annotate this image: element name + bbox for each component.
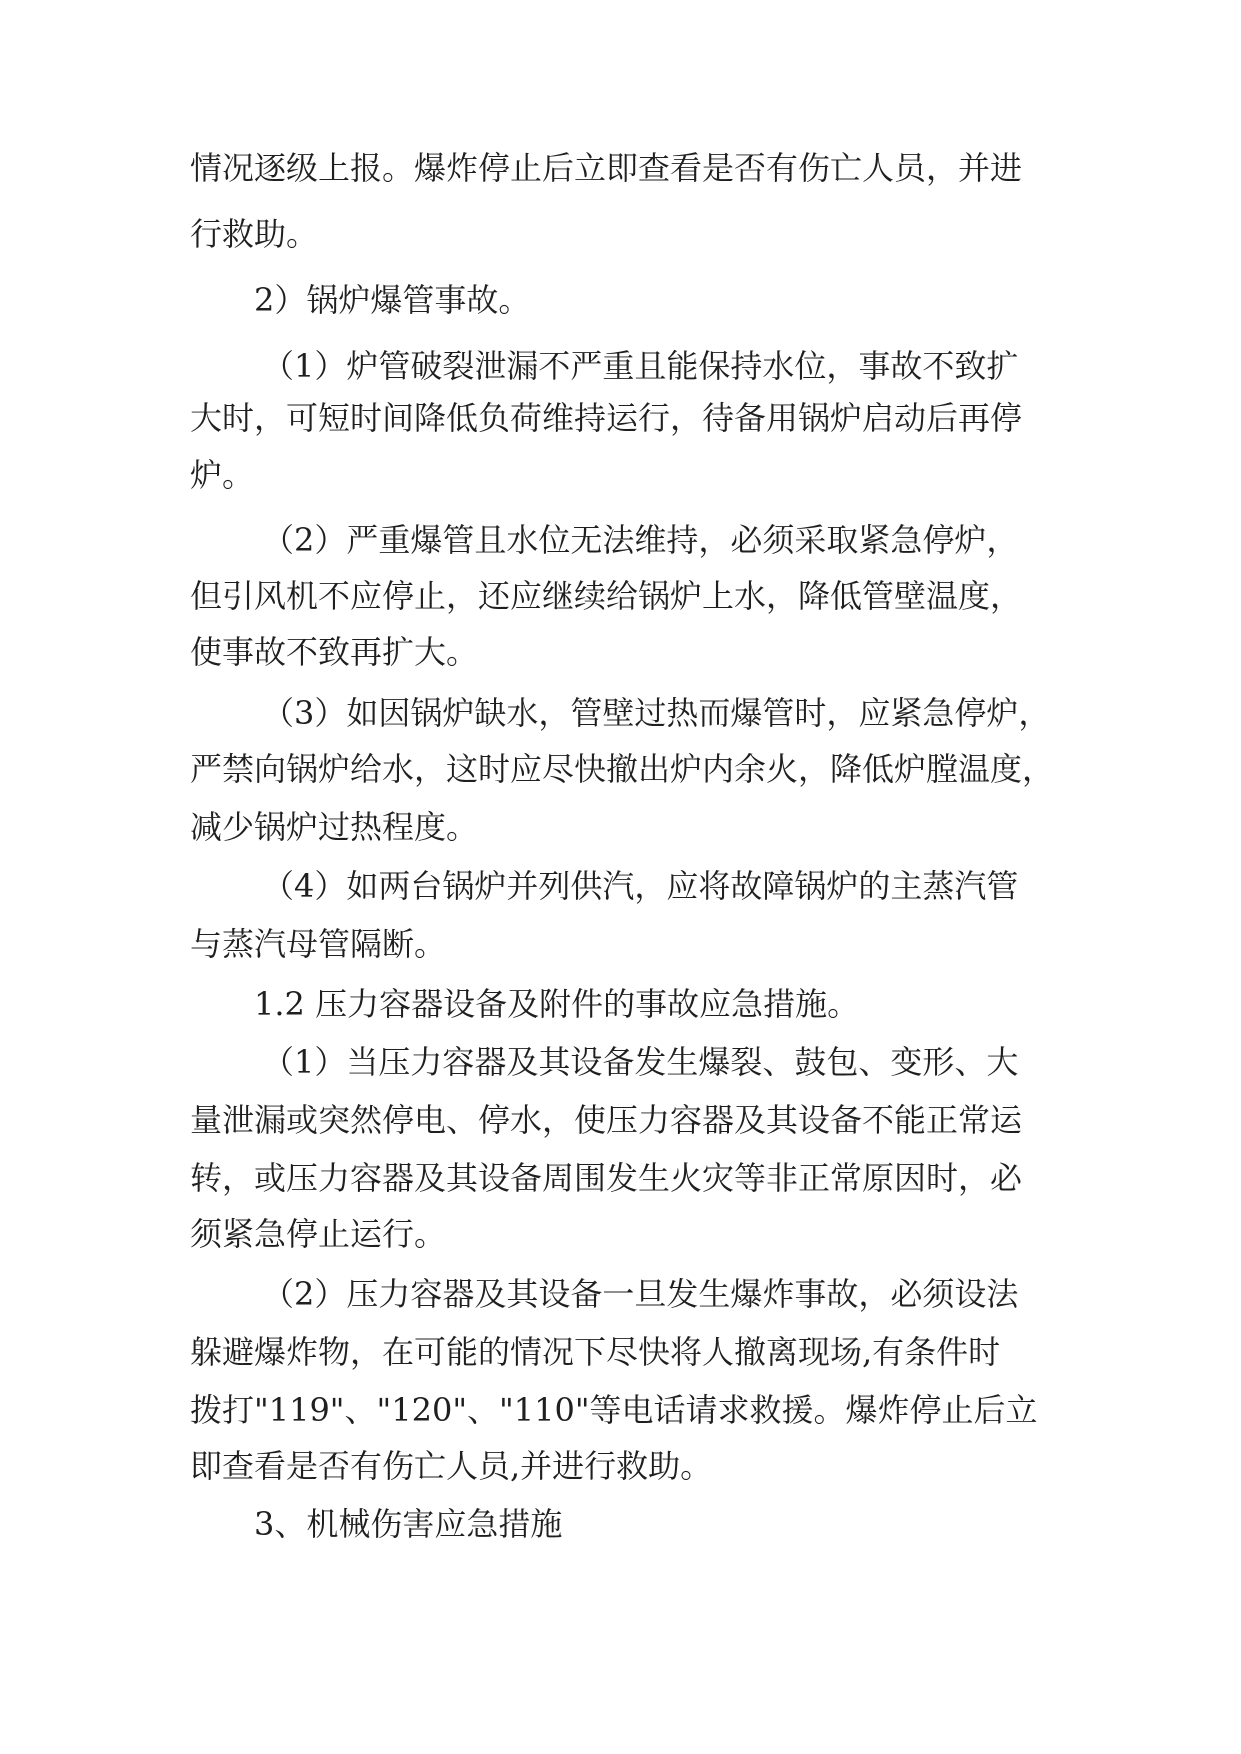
text-line: （1）炉管破裂泄漏不严重且能保持水位，事故不致扩: [262, 347, 1019, 385]
text-line: （2）严重爆管且水位无法维持，必须采取紧急停炉，: [262, 521, 1019, 559]
text-line: 但引风机不应停止，还应继续给锅炉上水，降低管壁温度，: [190, 577, 1023, 615]
text-line: 量泄漏或突然停电、停水，使压力容器及其设备不能正常运: [190, 1101, 1023, 1139]
text-line: 须紧急停止运行。: [190, 1215, 447, 1253]
text-line: 大时，可短时间降低负荷维持运行，待备用锅炉启动后再停: [190, 399, 1023, 437]
text-line: 行救助。: [190, 215, 319, 253]
text-line: （4）如两台锅炉并列供汽，应将故障锅炉的主蒸汽管: [262, 867, 1019, 905]
text-line: 减少锅炉过热程度。: [190, 808, 479, 846]
text-line: 严禁向锅炉给水，这时应尽快撤出炉内余火，降低炉膛温度，: [190, 750, 1055, 788]
section-heading: 1.2 压力容器设备及附件的事故应急措施。: [254, 985, 860, 1023]
text-line: （2）压力容器及其设备一旦发生爆炸事故，必须设法: [262, 1275, 1019, 1313]
text-line: 躲避爆炸物，在可能的情况下尽快将人撤离现场,有条件时: [190, 1333, 1001, 1371]
text-line: 即查看是否有伤亡人员,并进行救助。: [190, 1447, 713, 1485]
text-line: （1）当压力容器及其设备发生爆裂、鼓包、变形、大: [262, 1043, 1019, 1081]
text-line: 炉。: [190, 456, 255, 494]
text-line: 与蒸汽母管隔断。: [190, 925, 447, 963]
text-line: 使事故不致再扩大。: [190, 633, 479, 671]
text-line: 情况逐级上报。爆炸停止后立即查看是否有伤亡人员，并进: [190, 149, 1023, 187]
text-line: 转，或压力容器及其设备周围发生火灾等非正常原因时，必: [190, 1159, 1023, 1197]
section-heading: 3、机械伤害应急措施: [254, 1505, 563, 1543]
text-line: 拨打"119"、"120"、"110"等电话请求救援。爆炸停止后立: [190, 1391, 1038, 1429]
text-line: （3）如因锅炉缺水，管壁过热而爆管时，应紧急停炉，: [262, 694, 1051, 732]
section-heading: 2）锅炉爆管事故。: [254, 281, 531, 319]
